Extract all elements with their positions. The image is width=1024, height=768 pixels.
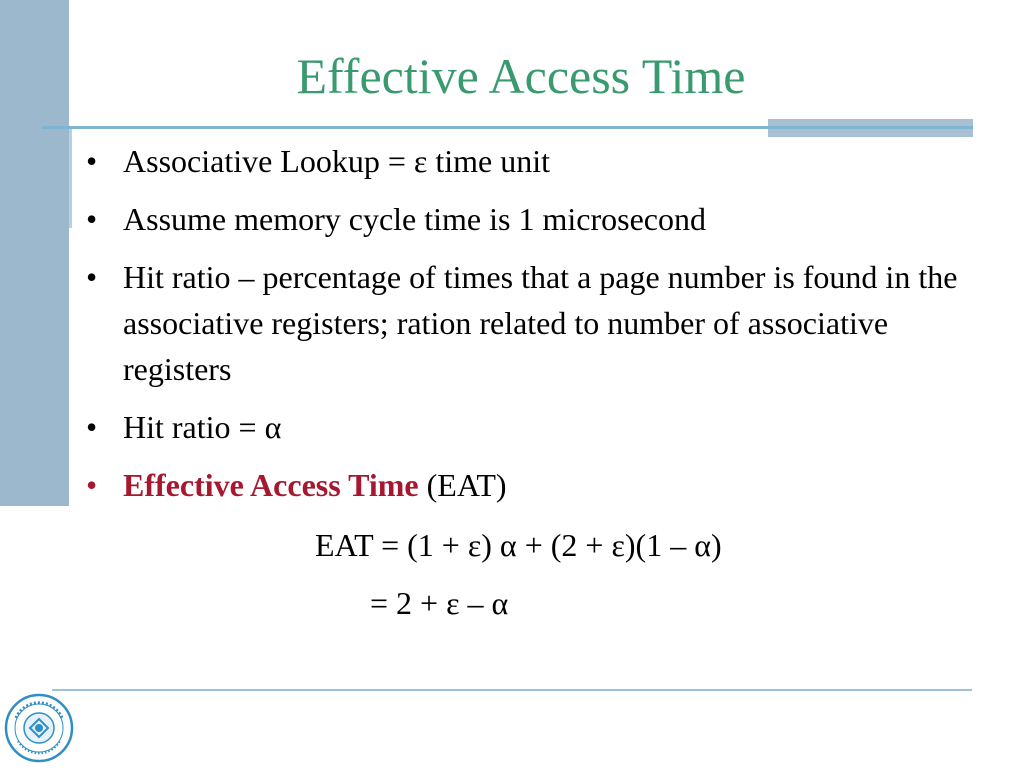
slide-title: Effective Access Time [296,48,746,104]
eat-rest-text: (EAT) [418,467,507,503]
bullet-text: Hit ratio = α [123,409,282,445]
bullet-text: Associative Lookup = ε time unit [123,143,550,179]
bullet-item [86,196,986,242]
title-rule-accent-line [768,126,973,129]
bullet-item [86,254,986,392]
eat-emphasis-text: Effective Access Time [123,467,419,503]
left-decor-bar-edge [69,128,72,228]
bullet-marker: • [86,201,98,237]
bullet-text: Hit ratio – percentage of times that a page number is found in the associative registers; ration related to number of associative registers [123,259,958,387]
bullet-text: Assume memory cycle time is 1 microsecond [123,201,706,237]
university-seal-icon [4,693,74,763]
bullet-marker: • [86,467,98,503]
eat-equation-line-1: EAT = (1 + ε) α + (2 + ε)(1 – α) [315,527,722,563]
bullet-marker: • [86,143,98,179]
bullet-marker: • [86,409,98,445]
bullet-item [86,138,986,184]
bullet-marker: • [86,259,98,295]
bullet-list [86,138,986,520]
footer-rule [52,689,972,691]
bullet-item [86,404,986,450]
eat-equation-line-2: = 2 + ε – α [370,585,509,621]
bullet-item-eat [86,462,986,508]
